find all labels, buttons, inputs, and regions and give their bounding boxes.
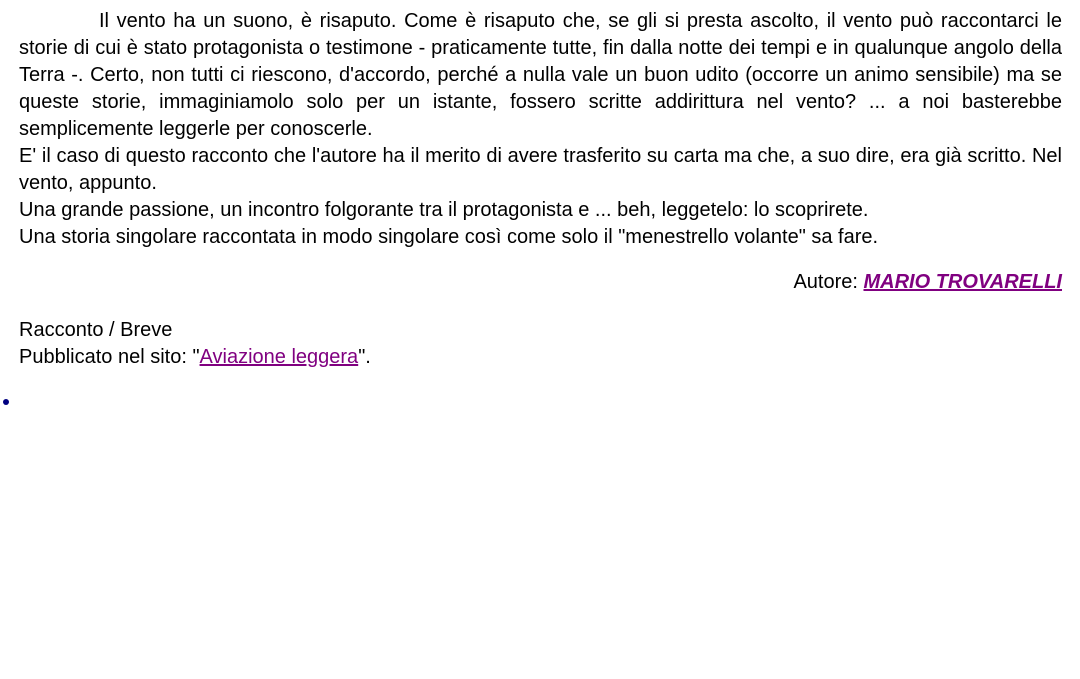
abstract-paragraph-2: E' il caso di questo racconto che l'autore ha il merito di avere trasferito su carta ma che, a suo dire, era già scritto. Nel vento, appunto.: [19, 145, 1062, 194]
author-label: Autore:: [793, 271, 864, 293]
author-line: [19, 269, 1062, 296]
abstract-paragraph-3: Una grande passione, un incontro folgorante tra il protagonista e ... beh, leggetelo: lo scoprirete.: [19, 199, 869, 221]
abstract-paragraph-1: Il vento ha un suono, è risaputo. Come è risaputo che, se gli si presta ascolto, il vento può raccontarci le storie di cui è stato protagonista o testimone - praticamente tutte, fin dalla notte dei tempi e in qualunque angolo della Terra -. Certo, non tutti ci riescono, d'accordo, perché a nulla vale un buon udito (occorre un animo sensibile) ma se queste storie, immaginiamolo solo per un istante, fossero scritte addirittura nel vento? ... a noi basterebbe semplicemente leggerle per conoscerle.: [19, 10, 1062, 140]
story-meta: [19, 317, 1062, 371]
bullet-marker: [3, 399, 9, 405]
site-link[interactable]: Aviazione leggera: [199, 346, 359, 368]
published-line: [19, 344, 1062, 371]
author-link[interactable]: MARIO TROVARELLI: [863, 271, 1062, 293]
abstract-paragraph-4: Una storia singolare raccontata in modo singolare così come solo il "menestrello volante" sa fare.: [19, 226, 879, 248]
published-suffix: ".: [358, 346, 371, 368]
story-category: Racconto / Breve: [19, 319, 173, 341]
story-abstract-page: [19, 8, 1062, 371]
story-abstract: [19, 8, 1062, 251]
published-prefix: Pubblicato nel sito: ": [19, 346, 200, 368]
